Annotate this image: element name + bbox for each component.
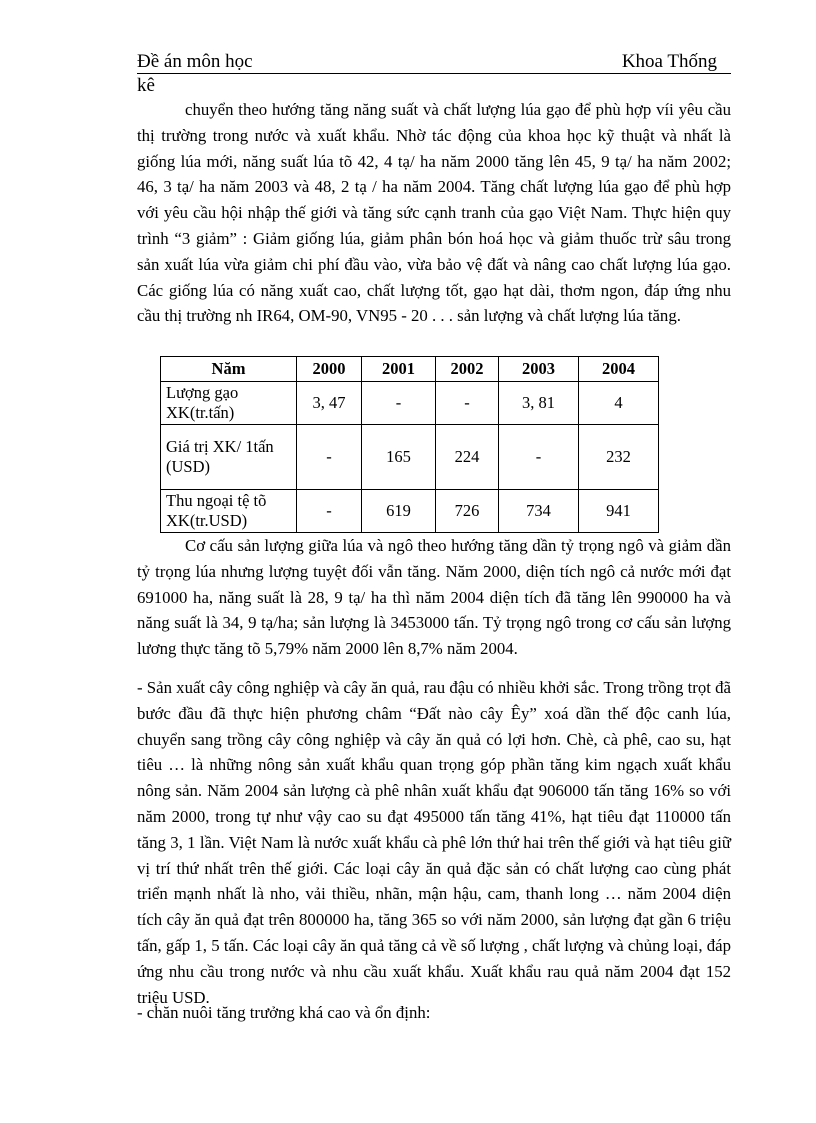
table-cell: 232 — [579, 425, 659, 490]
table-cell: 941 — [579, 490, 659, 533]
header-faculty: Khoa Thống — [621, 51, 717, 72]
header-course-title: Đề án môn học — [137, 51, 253, 72]
table-row — [161, 382, 659, 425]
paragraph-livestock: - chăn nuôi tăng trưởng khá cao và ổn định: — [137, 1003, 431, 1022]
row-label: Giá trị XK/ 1tấn (USD) — [161, 425, 297, 490]
table-cell: - — [362, 382, 436, 425]
paragraph-corn-structure: Cơ cấu sản lượng giữa lúa và ngô theo hướng tăng dần tỷ trọng ngô và giảm dần tỷ trọng lúa nhưng lượng tuyệt đối vẫn tăng. Năm 2000, diện tích ngô cả nước mới đạt 691000 ha, năng suất là 28, 9 tạ/ ha thì năm 2004 diện tích đã tăng lên 990000 ha và năng suất là 34, 9 tạ/ha; sản lượng là 3453000 tấn. Tỷ trọng ngô trong cơ cấu sản lượng lương thực tăng tõ 5,79% năm 2000 lên 8,7% năm 2004. — [137, 536, 731, 659]
table-cell: - — [297, 425, 362, 490]
table-header-cell: 2000 — [297, 357, 362, 382]
row-label: Lượng gạo XK(tr.tấn) — [161, 382, 297, 425]
table-cell: - — [436, 382, 499, 425]
table-header-cell: 2002 — [436, 357, 499, 382]
table-header-row — [161, 357, 659, 382]
table-cell: 726 — [436, 490, 499, 533]
table-cell: 4 — [579, 382, 659, 425]
table-cell: 3, 47 — [297, 382, 362, 425]
paragraph-industrial-crops: - Sản xuất cây công nghiệp và cây ăn quả, rau đậu có nhiều khởi sắc. Trong trồng trọt đã bước đầu đã thực hiện phương châm “Đất nào cây Êy” xoá dần thế độc canh lúa, chuyển sang trồng cây công nghiệp và cây ăn quả có lợi hơn. Chè, cà phê, cao su, hạt tiêu … là những nông sản xuất khẩu quan trọng góp phần tăng kim ngạch xuất khẩu nông sản. Năm 2004 sản lượng cà phê nhân xuất khẩu đạt 906000 tấn tăng 16% so với năm 2000, trong tự như vậy cao su đạt 495000 tấn tăng 41%, hạt tiêu đạt 110000 tấn tăng 3, 1 lần. Việt Nam là nước xuất khẩu cà phê lớn thứ hai trên thế giới và hạt tiêu giữ vị trí thứ nhất trên thế giới. Các loại cây ăn quả đặc sản có chất lượng cao cùng phát triển mạnh nhất là nho, vải thiều, nhãn, mận hậu, cam, thanh long … năm 2004 diện tích cây ăn quả đạt trên 800000 ha, tăng 365 so với năm 2000, sản lượng đạt gần 6 triệu tấn, gấp 1, 5 tấn. Các loại cây ăn quả tăng cả về số lượng , chất lượng và chủng loại, đáp ứng nhu cầu trong nước và nhu cầu xuất khẩu. Xuất khẩu rau quả năm 2004 đạt 152 triệu USD. — [137, 678, 731, 1007]
rice-export-table — [160, 356, 659, 533]
header-continuation: kê — [137, 75, 155, 96]
table-cell: 619 — [362, 490, 436, 533]
table-cell: - — [297, 490, 362, 533]
table-row — [161, 425, 659, 490]
page-header — [137, 51, 731, 74]
paragraph-rice-productivity: chuyển theo hướng tăng năng suất và chất lượng lúa gạo để phù hợp víi yêu cầu thị trường trong nước và xuất khẩu. Nhờ tác động của khoa học kỹ thuật và nhất là giống lúa mới, năng suất lúa tõ 42, 4 tạ/ ha năm 2000 tăng lên 45, 9 tạ/ ha năm 2002; 46, 3 tạ/ ha năm 2003 và 48, 2 tạ / ha năm 2004. Tăng chất lượng lúa gạo để phù hợp với yêu cầu hội nhập thế giới và tăng sức cạnh tranh của gạo Việt Nam. Thực hiện quy trình “3 giảm” : Giảm giống lúa, giảm phân bón hoá học và giảm thuốc trừ sâu trong sản xuất lúa vừa giảm chi phí đầu vào, vừa bảo vệ đất và nâng cao chất lượng lúa gạo. Các giống lúa có năng xuất cao, chất lượng tốt, gạo hạt dài, thơm ngon, đáp ứng nhu cầu thị trường nh IR64, OM-90, VN95 - 20 . . . sản lượng và chất lượng lúa tăng. — [137, 100, 731, 326]
table-cell: 734 — [499, 490, 579, 533]
table-header-cell: 2001 — [362, 357, 436, 382]
table-cell: 165 — [362, 425, 436, 490]
table-cell: - — [499, 425, 579, 490]
table-header-cell: 2003 — [499, 357, 579, 382]
table-cell: 224 — [436, 425, 499, 490]
table-row — [161, 490, 659, 533]
row-label: Thu ngoại tệ tõ XK(tr.USD) — [161, 490, 297, 533]
table-cell: 3, 81 — [499, 382, 579, 425]
table-header-cell: 2004 — [579, 357, 659, 382]
table-header-cell: Năm — [161, 357, 297, 382]
